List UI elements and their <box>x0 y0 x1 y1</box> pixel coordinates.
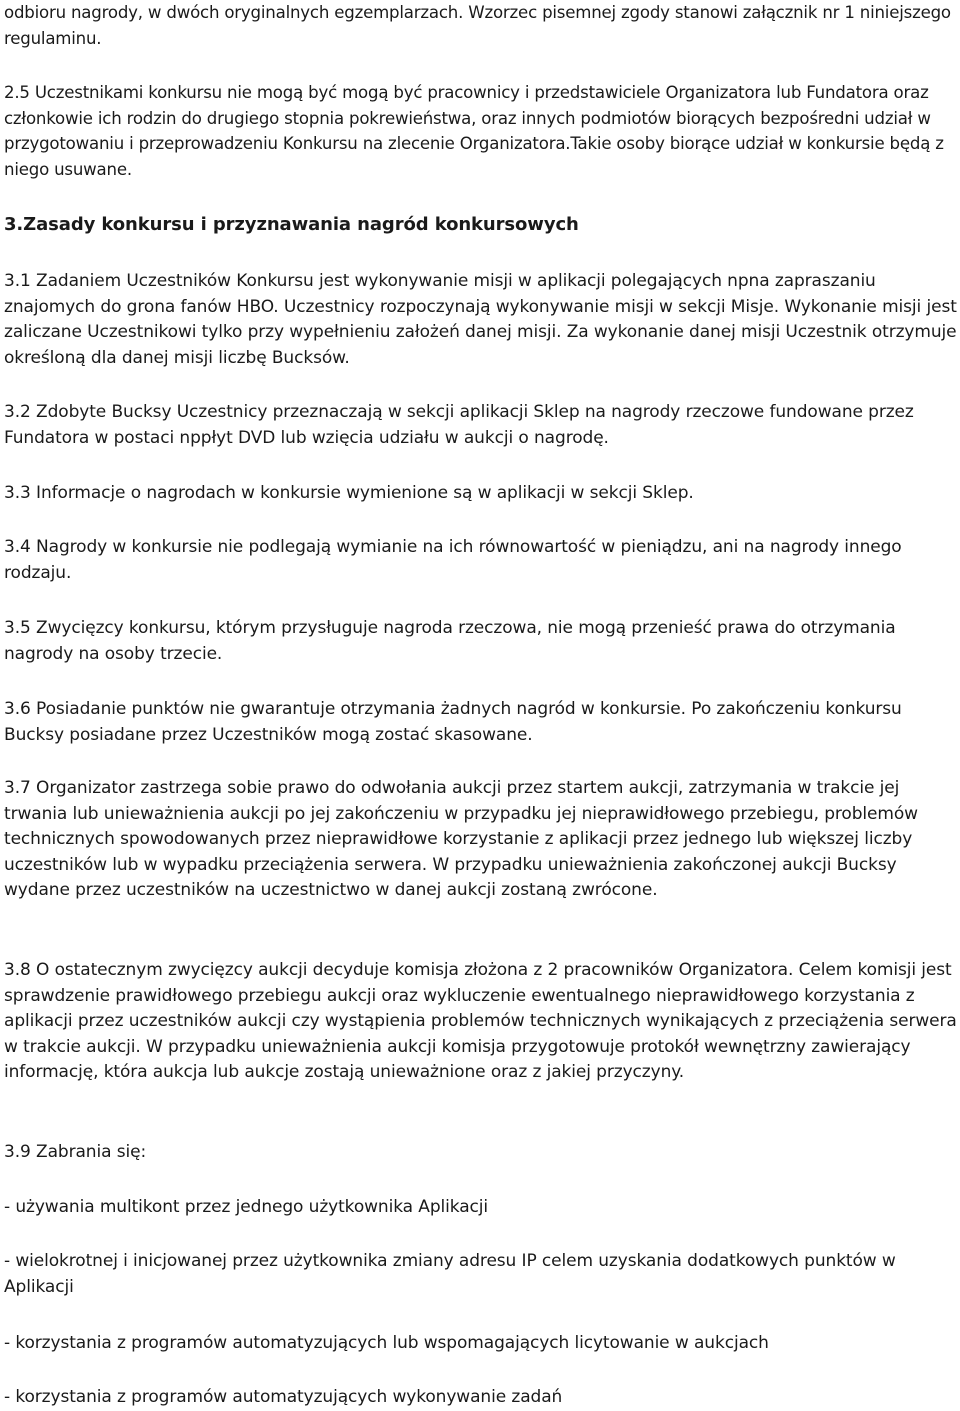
paragraph-3-1: 3.1 Zadaniem Uczestników Konkursu jest wykonywanie misji w aplikacji polegających npna zapraszaniu znajomych do grona fanów HBO. Uczestnicy rozpoczynają wykonywanie misji w sekcji Misje. Wykonanie misji jest zaliczane Uczestnikowi tylko przy wypełnieniu założeń danej misji. Za wykonanie danej misji Uczestnik otrzymuje określoną dla danej misji liczbę Bucksów. <box>4 271 957 368</box>
list-item-zmiana-ip: - wielokrotnej i inicjowanej przez użytkownika zmiany adresu IP celem uzyskania dodatkowych punktów w Aplikacji <box>4 1251 896 1297</box>
list-item-multikonta: - używania multikont przez jednego użytkownika Aplikacji <box>4 1197 489 1217</box>
paragraph-2-5: 2.5 Uczestnikami konkursu nie mogą być mogą być pracownicy i przedstawiciele Organizatora lub Fundatora oraz członkowie ich rodzin do drugiego stopnia pokrewieństwa, oraz innych podmiotów biorących bezpośredni udział w przygotowaniu i przeprowadzeniu Konkursu na zlecenie Organizatora.Takie osoby biorące udział w konkursie będą z niego usuwane. <box>4 83 944 179</box>
paragraph-3-3: 3.3 Informacje o nagrodach w konkursie wymienione są w aplikacji w sekcji Sklep. <box>4 483 694 503</box>
paragraph-3-4: 3.4 Nagrody w konkursie nie podlegają wymianie na ich równowartość w pieniądzu, ani na nagrody innego rodzaju. <box>4 537 902 583</box>
paragraph-3-2: 3.2 Zdobyte Bucksy Uczestnicy przeznaczają w sekcji aplikacji Sklep na nagrody rzeczowe fundowane przez Fundatora w postaci nppłyt DVD lub wzięcia udziału w aukcji o nagrodę. <box>4 402 914 448</box>
list-item-zadania: - korzystania z programów automatyzujących wykonywanie zadań <box>4 1387 563 1407</box>
paragraph-intro: odbioru nagrody, w dwóch oryginalnych egzemplarzach. Wzorzec pisemnej zgody stanowi załącznik nr 1 niniejszego regulaminu. <box>4 3 951 48</box>
paragraph-3-6: 3.6 Posiadanie punktów nie gwarantuje otrzymania żadnych nagród w konkursie. Po zakończeniu konkursu Bucksy posiadane przez Uczestników mogą zostać skasowane. <box>4 699 902 745</box>
paragraph-3-9: 3.9 Zabrania się: <box>4 1142 147 1162</box>
list-item-licytowanie: - korzystania z programów automatyzujących lub wspomagających licytowanie w aukcjach <box>4 1333 769 1353</box>
section-heading-3: 3.Zasady konkursu i przyznawania nagród konkursowych <box>4 214 579 235</box>
paragraph-3-8: 3.8 O ostatecznym zwycięzcy aukcji decyduje komisja złożona z 2 pracowników Organizatora. Celem komisji jest sprawdzenie prawidłowego przebiegu aukcji oraz wykluczenie ewentualnego nieprawidłowego korzystania z aplikacji przez uczestników aukcji czy wystąpienia problemów technicznych wynikających z przeciążenia serwera w trakcie aukcji. W przypadku unieważnienia aukcji komisja przygotowuje protokół wewnętrzny zawierający informację, która aukcja lub aukcje zostają unieważnione oraz z jakiej przyczyny. <box>4 960 957 1082</box>
paragraph-3-5: 3.5 Zwycięzcy konkursu, którym przysługuje nagroda rzeczowa, nie mogą przenieść prawa do otrzymania nagrody na osoby trzecie. <box>4 618 896 664</box>
paragraph-3-7: 3.7 Organizator zastrzega sobie prawo do odwołania aukcji przez startem aukcji, zatrzymania w trakcie jej trwania lub unieważnienia aukcji po jej zakończeniu w przypadku jej nieprawidłowego przebiegu, problemów technicznych spowodowanych przez nieprawidłowe korzystanie z aplikacji przez jednego lub większej liczby uczestników lub w wypadku przeciążenia serwera. W przypadku unieważnienia zakończonej aukcji Bucksy wydane przez uczestników na uczestnictwo w danej aukcji zostaną zwrócone. <box>4 778 918 900</box>
